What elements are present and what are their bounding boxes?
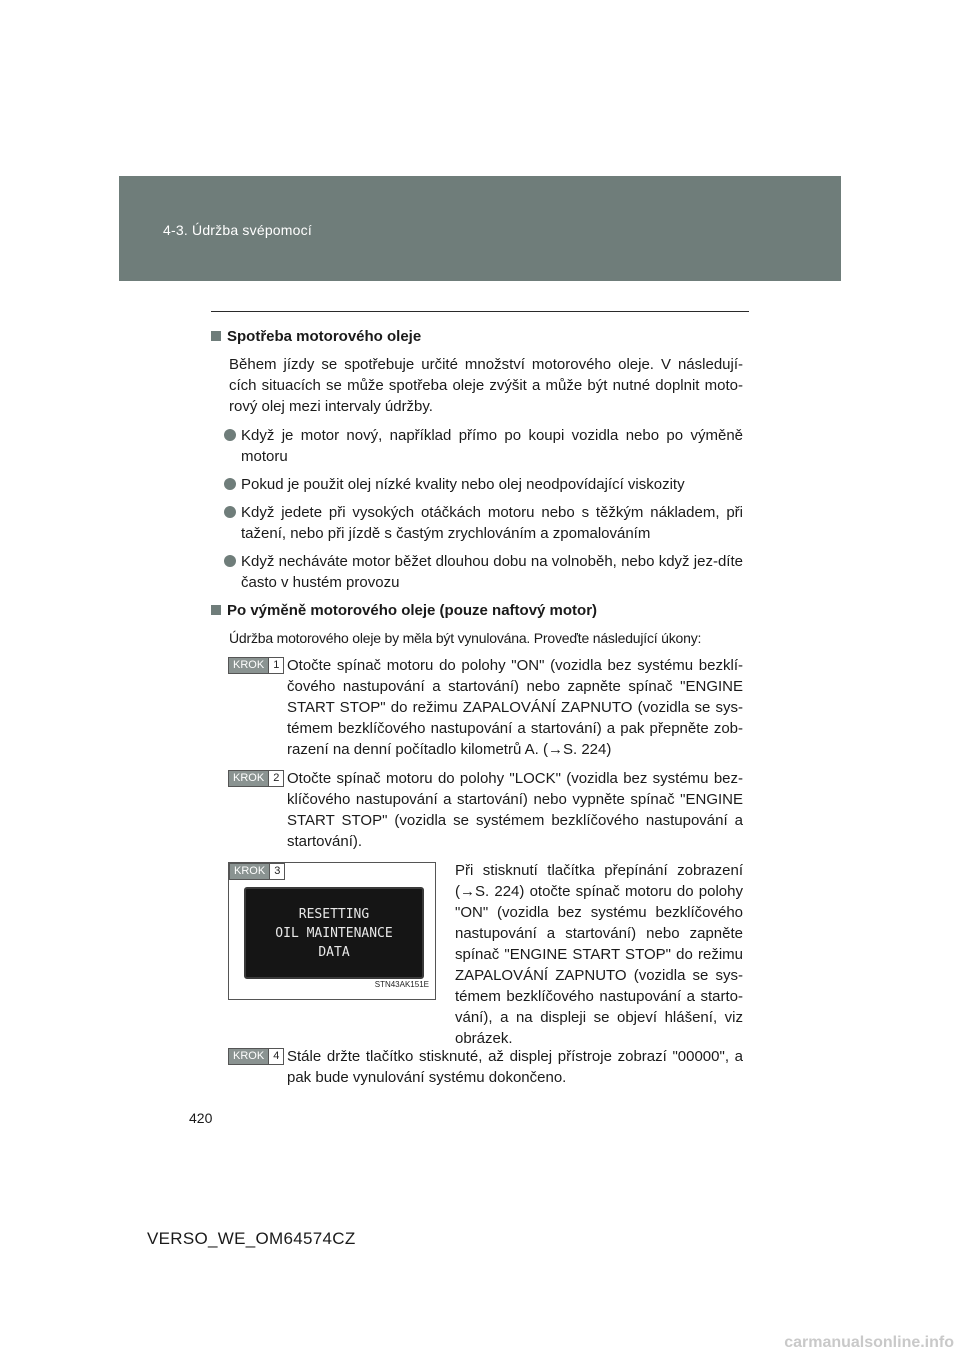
step-tag: KROK 2: [228, 770, 284, 787]
step-tag: KROK 4: [228, 1048, 284, 1065]
page-content: [211, 326, 743, 1096]
display-line: DATA: [318, 944, 350, 960]
display-line: OIL MAINTENANCE: [275, 925, 393, 941]
list-item: Když je motor nový, například přímo po koupi vozidla nebo po výměně motoru: [241, 425, 743, 467]
paragraph-intro: Během jízdy se spotřebuje určité množství motorového oleje. V následují-cích situacích se může spotřeba oleje zvýšit a může být nutné doplnit moto-rový olej mezi intervaly údržby.: [229, 356, 743, 415]
figure-code: STN43AK151E: [374, 980, 429, 989]
watermark: carmanualsonline.info: [764, 1328, 960, 1358]
step-3-text: Při stisknutí tlačítka přepínání zobrazení (→S. 224) otočte spínač motoru do polohy "ON" (vozidla bez systému bezklíčového nastupování a startování) nebo zapněte spínač "ENGINE START STOP" do režimu ZAPALOVÁNÍ ZAPNUTO (vozidla se sys-témem bezklíčového nastupování a starto-vání), a na displeji se objeví hlášení, viz obrázek.: [455, 862, 743, 1047]
display-figure: [228, 862, 436, 1000]
chapter-title: 4-3. Údržba svépomocí: [163, 222, 312, 238]
section-heading-oil-consumption: Spotřeba motorového oleje: [211, 326, 743, 347]
step-2: KROK 2 Otočte spínač motoru do polohy "LOCK" (vozidla bez systému bez-klíčového nastupování a startování) nebo vypněte spínač "ENGINE START STOP" (vozidla se systémem bezklíčového nastupování a startování).: [287, 768, 743, 852]
step-3: [211, 860, 743, 1047]
list-item: Když necháváte motor běžet dlouhou dobu na volnoběh, nebo když jez-díte často v hustém provozu: [241, 551, 743, 593]
step-1: KROK 1 Otočte spínač motoru do polohy "ON" (vozidla bez systému bezklí-čového nastupování a startování) nebo zapněte spínač "ENGINE START STOP" do režimu ZAPALOVÁNÍ ZAPNUTO (vozidla se sys-témem bezklíčového nastupování a startování) a pak přepněte zob-razení na denní počítadlo kilometrů A. (→S. 224): [287, 655, 743, 760]
step-tag: KROK 1: [228, 657, 284, 674]
paragraph-steps-intro: Údržba motorového oleje by měla být vynulována. Proveďte následující úkony:: [229, 630, 702, 646]
square-bullet-icon: [211, 331, 221, 341]
chapter-header: [119, 176, 841, 281]
circle-bullet-icon: [224, 429, 236, 441]
circle-bullet-icon: [224, 478, 236, 490]
step-tag: KROK 3: [229, 863, 285, 880]
display-line: RESETTING: [298, 906, 370, 922]
instrument-display: [244, 887, 424, 979]
page-number: 420: [189, 1110, 213, 1126]
square-bullet-icon: [211, 605, 221, 615]
divider-rule: [211, 311, 749, 312]
list-item: Pokud je použit olej nízké kvality nebo olej neodpovídající viskozity: [241, 474, 743, 495]
document-code: VERSO_WE_OM64574CZ: [147, 1229, 356, 1248]
list-item: Když jedete při vysokých otáčkách motoru nebo s těžkým nákladem, při tažení, nebo při jízdě s častým zrychlováním a zpomalováním: [241, 502, 743, 544]
step-4: KROK 4 Stále držte tlačítko stisknuté, až displej přístroje zobrazí "00000", a pak bude vynulování systému dokončeno.: [287, 1046, 743, 1088]
section-heading-oil-change: Po výměně motorového oleje (pouze naftový motor): [211, 600, 743, 621]
circle-bullet-icon: [224, 506, 236, 518]
circle-bullet-icon: [224, 555, 236, 567]
